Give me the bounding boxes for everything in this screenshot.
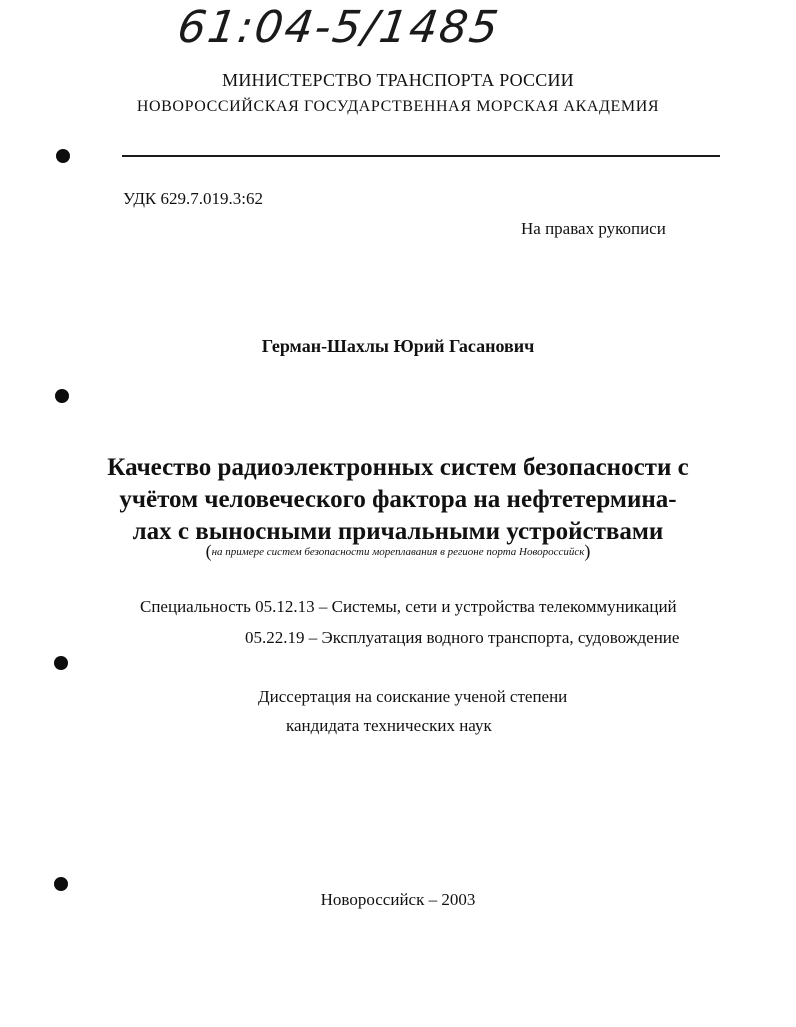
handwritten-archive-number: 61:04-5/1485 (174, 2, 504, 53)
punch-hole-icon (56, 149, 70, 163)
punch-hole-icon (54, 877, 68, 891)
specialty-line-2: 05.22.19 – Эксплуатация водного транспорта, судовождение (245, 628, 680, 647)
title-line-2: учётом человеческого фактора на нефтетермина- (119, 486, 677, 513)
header-divider (122, 155, 720, 157)
title-line-3: лах с выносными причальными устройствами (132, 518, 664, 545)
academy-heading: НОВОРОССИЙСКАЯ ГОСУДАРСТВЕННАЯ МОРСКАЯ АКАДЕМИЯ (136, 98, 660, 115)
ministry-heading: МИНИСТЕРСТВО ТРАНСПОРТА РОССИИ (222, 70, 574, 90)
dissertation-statement-line-1: Диссертация на соискание ученой степени (258, 687, 568, 706)
specialty-line-1: Специальность 05.12.13 – Системы, сети и устройства телекоммуникаций (140, 597, 677, 616)
punch-hole-icon (55, 389, 69, 403)
udc-code: УДК 629.7.019.3:62 (123, 189, 263, 208)
author-name: Герман-Шахлы Юрий Гасанович (261, 336, 535, 356)
dissertation-title (0, 452, 796, 548)
subtitle-text: на примере систем безопасности мореплавания в регионе порта Новороссийск (211, 546, 585, 558)
city-year: Новороссийск – 2003 (320, 890, 476, 909)
punch-hole-icon (54, 656, 68, 670)
title-line-1: Качество радиоэлектронных систем безопасности с (107, 454, 689, 481)
subtitle-close-paren: ) (584, 541, 591, 561)
manuscript-rights-note: На правах рукописи (521, 219, 666, 238)
dissertation-statement-line-2: кандидата технических наук (286, 716, 492, 735)
subtitle-open-paren: ( (205, 541, 212, 561)
title-subtitle (0, 541, 796, 562)
